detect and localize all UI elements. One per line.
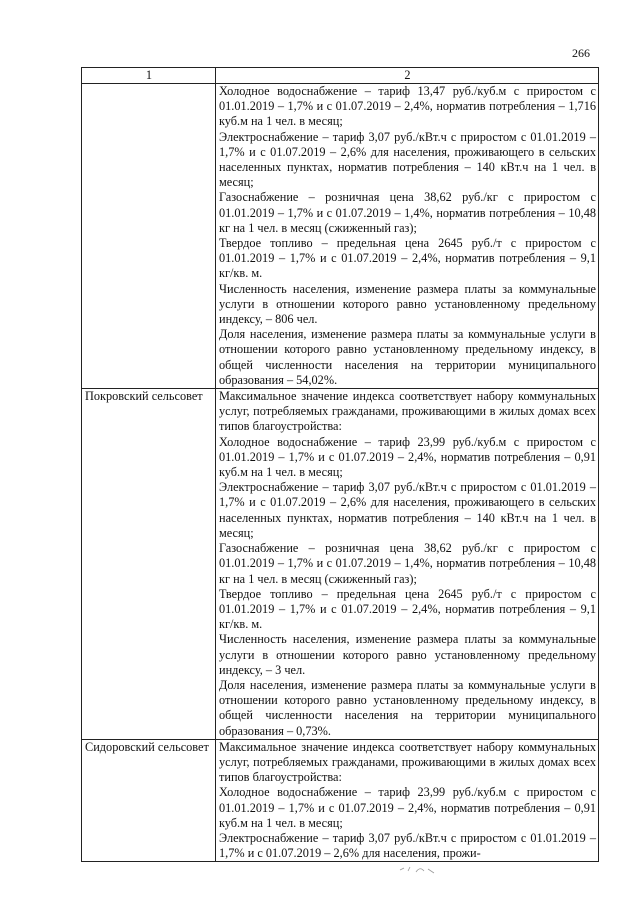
paragraph: Холодное водоснабжение – тариф 23,99 руб./куб.м с приростом с 01.01.2019 – 1,7% и с 01.07.2019 – 2,4%, норматив потребления – 0,91 куб.м на 1 чел. в месяц;: [219, 434, 596, 480]
municipality-name: Сидоровский сельсовет: [82, 739, 216, 862]
paragraph: Максимальное значение индекса соответствует набору коммунальных услуг, потребляемых гражданами, проживающими в жилых домах всех типов благоустройства:: [219, 739, 596, 785]
paragraph: Доля населения, изменение размера платы за коммунальные услуги в отношении которого равно установленному предельному индексу, в общей численности населения на территории муниципального образования – 54,02%.: [219, 327, 596, 387]
table-row: [82, 84, 599, 389]
paragraph: Электроснабжение – тариф 3,07 руб./кВт.ч с приростом с 01.01.2019 – 1,7% и с 01.07.2019 – 2,6% для населения, прожи-: [219, 830, 596, 861]
paragraph: Электроснабжение – тариф 3,07 руб./кВт.ч с приростом с 01.01.2019 – 1,7% и с 01.07.2019 – 2,6% для населения, проживающего в сельских населенных пунктах, норматив потребления – 140 кВт.ч на 1 чел. в месяц;: [219, 129, 596, 190]
document-table: [81, 67, 599, 862]
paragraph: Доля населения, изменение размера платы за коммунальные услуги в отношении которого равно установленному предельному индексу, в общей численности населения на территории муниципального образования – 0,73%.: [219, 677, 596, 738]
paragraph: Численность населения, изменение размера платы за коммунальные услуги в отношении которого равно установленному предельному индексу, – 806 чел.: [219, 281, 596, 327]
paragraph: Максимальное значение индекса соответствует набору коммунальных услуг, потребляемых гражданами, проживающими в жилых домах всех типов благоустройства:: [219, 389, 596, 434]
municipality-name: [82, 84, 216, 389]
indicator-cell: [216, 389, 599, 740]
page-number: 266: [572, 46, 590, 60]
table-row: [82, 739, 599, 862]
paragraph: Твердое топливо – предельная цена 2645 руб./т с приростом с 01.01.2019 – 1,7% и с 01.07.2019 – 2,4%, норматив потребления – 9,1 кг/кв. м.: [219, 586, 596, 632]
paragraph: Численность населения, изменение размера платы за коммунальные услуги в отношении которого равно установленному предельному индексу, – 3 чел.: [219, 632, 596, 677]
column-header-1: 1: [82, 68, 216, 84]
paragraph: Твердое топливо – предельная цена 2645 руб./т с приростом с 01.01.2019 – 1,7% и с 01.07.2019 – 2,4%, норматив потребления – 9,1 кг/кв. м.: [219, 236, 596, 281]
table-header-row: [82, 68, 599, 84]
paragraph: Газоснабжение – розничная цена 38,62 руб./кг с приростом с 01.01.2019 – 1,7% и с 01.07.2019 – 1,4%, норматив потребления – 10,48 кг на 1 чел. в месяц (сжиженный газ);: [219, 541, 596, 586]
indicator-cell: [216, 739, 599, 862]
paragraph: Холодное водоснабжение – тариф 13,47 руб./куб.м с приростом с 01.01.2019 – 1,7% и с 01.07.2019 – 2,4%, норматив потребления – 1,716 куб.м на 1 чел. в месяц;: [219, 84, 596, 129]
scan-mark-decoration: [398, 862, 438, 876]
paragraph: Холодное водоснабжение – тариф 23,99 руб./куб.м с приростом с 01.01.2019 – 1,7% и с 01.07.2019 – 2,4%, норматив потребления – 0,91 куб.м на 1 чел. в месяц;: [219, 785, 596, 830]
paragraph: Газоснабжение – розничная цена 38,62 руб./кг с приростом с 01.01.2019 – 1,7% и с 01.07.2019 – 1,4%, норматив потребления – 10,48 кг на 1 чел. в месяц (сжиженный газ);: [219, 190, 596, 235]
column-header-2: 2: [216, 68, 599, 84]
municipality-name: Покровский сельсовет: [82, 389, 216, 740]
indicator-cell: [216, 84, 599, 389]
paragraph: Электроснабжение – тариф 3,07 руб./кВт.ч с приростом с 01.01.2019 – 1,7% и с 01.07.2019 – 2,6% для населения, проживающего в сельских населенных пунктах, норматив потребления – 140 кВт.ч на 1 чел. в месяц;: [219, 480, 596, 540]
table-row: [82, 389, 599, 740]
